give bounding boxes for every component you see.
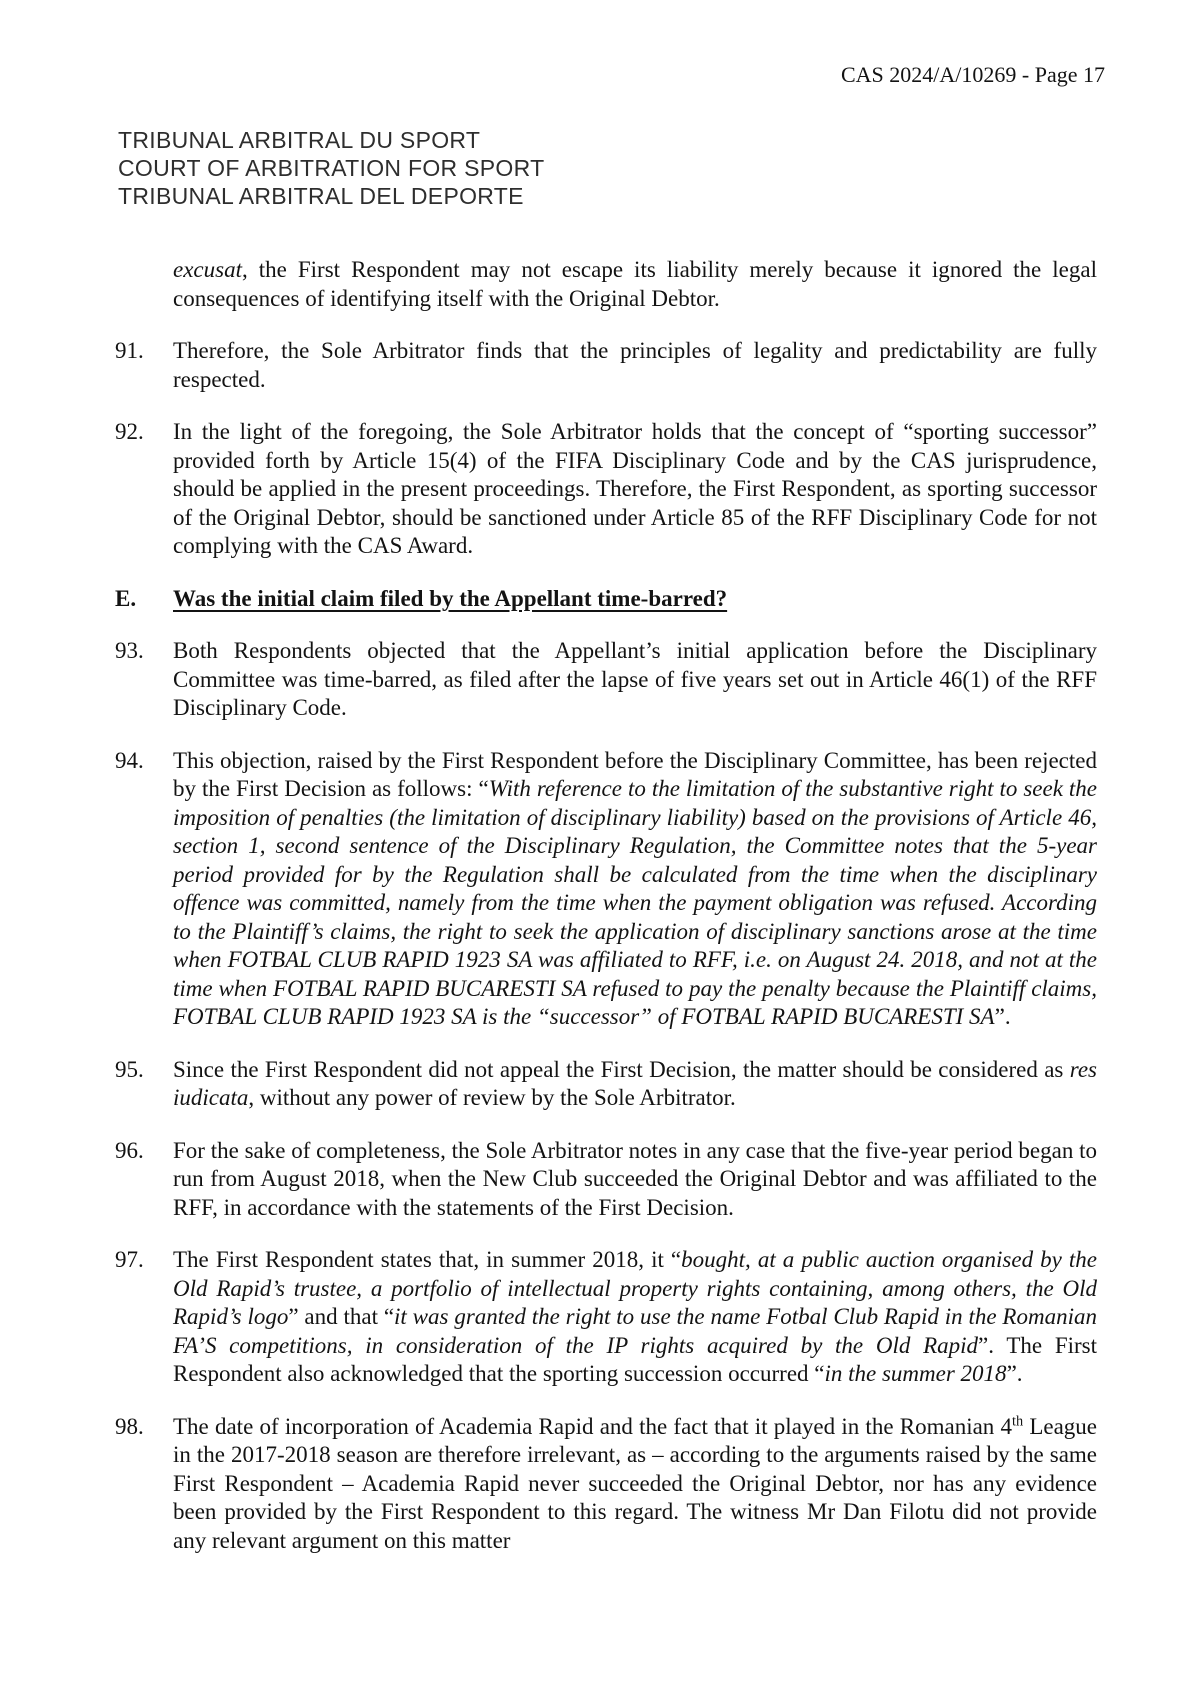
case-reference-header: CAS 2024/A/10269 - Page 17 xyxy=(841,62,1105,87)
paragraph-number: 94. xyxy=(115,747,144,773)
text-run: Was the initial claim filed by the Appellant time-barred? xyxy=(173,585,728,611)
text-run: This objection, raised by the First Respondent before the Disciplinary Committee, has been rejected by the First Decision as follows: “ xyxy=(173,747,1097,801)
paragraph-text xyxy=(173,256,1097,313)
text-run: In the light of the foregoing, the Sole Arbitrator holds that the concept of “sporting successor” provided forth by Article 15(4) of the FIFA Disciplinary Code and by the CAS jurisprudence, should be applied in the present proceedings. Therefore, the First Respondent, as sporting successor of the Original Debtor, should be sanctioned under Article 85 of the RFF Disciplinary Code for not complying with the CAS Award. xyxy=(173,419,1097,558)
text-run: , the First Respondent may not escape its liability merely because it ignored the legal consequences of identifying itself with the Original Debtor. xyxy=(173,257,1097,311)
text-run: For the sake of completeness, the Sole Arbitrator notes in any case that the five-year period began to run from August 2018, when the New Club succeeded the Original Debtor and was affiliated to the RFF, in accordance with the statements of the First Decision. xyxy=(173,1137,1097,1220)
letterhead-line-french: TRIBUNAL ARBITRAL DU SPORT xyxy=(118,127,481,153)
text-run: it was granted the right to use the name Fotbal Club Rapid in the Romanian FA’S competitions, in consideration of the IP rights acquired by the Old Rapid xyxy=(173,1304,1097,1358)
text-run: in the summer 2018 xyxy=(824,1361,1007,1386)
section-title xyxy=(173,585,1097,614)
paragraph-number: 92. xyxy=(115,419,144,444)
paragraph-number: 98. xyxy=(115,1413,144,1439)
paragraph-text xyxy=(173,1137,1097,1223)
paragraph-number: 97. xyxy=(115,1247,144,1272)
paragraph-97 xyxy=(115,1246,1097,1389)
text-run: ”. The First Respondent also acknowledged that the sporting succession occurred “ xyxy=(173,1332,1097,1386)
section-heading-e xyxy=(115,585,1097,614)
paragraph-95 xyxy=(115,1056,1097,1113)
letterhead-line-spanish: TRIBUNAL ARBITRAL DEL DEPORTE xyxy=(118,183,524,209)
document-body xyxy=(115,256,1097,1579)
section-letter: E. xyxy=(115,585,137,611)
paragraph-continuation xyxy=(115,256,1097,313)
paragraph-number: 93. xyxy=(115,638,144,663)
paragraph-text xyxy=(173,418,1097,561)
paragraph-93 xyxy=(115,637,1097,723)
paragraph-text xyxy=(173,637,1097,723)
text-run: , without any power of review by the Sole Arbitrator. xyxy=(248,1085,736,1110)
paragraph-91 xyxy=(115,337,1097,394)
paragraph-number: 96. xyxy=(115,1137,144,1163)
paragraph-96 xyxy=(115,1137,1097,1223)
text-run: The First Respondent states that, in summer 2018, it “ xyxy=(173,1247,682,1272)
paragraph-92 xyxy=(115,418,1097,561)
text-run: Both Respondents objected that the Appellant’s initial application before the Disciplinary Committee was time-barred, as filed after the lapse of five years set out in Article 46(1) of the RFF Disciplinary Code. xyxy=(173,638,1097,720)
text-run: Therefore, the Sole Arbitrator finds that the principles of legality and predictability are fully respected. xyxy=(173,338,1097,392)
text-run: League in the 2017-2018 season are therefore irrelevant, as – according to the arguments raised by the same First Respondent – Academia Rapid never succeeded the Original Debtor, nor has any evidence been provided by the First Respondent to this regard. The witness Mr Dan Filotu did not provide any relevant argument on this matter xyxy=(173,1413,1097,1553)
paragraph-text xyxy=(173,337,1097,394)
paragraph-number xyxy=(115,256,173,313)
paragraph-text xyxy=(173,747,1097,1032)
letterhead-line-english: COURT OF ARBITRATION FOR SPORT xyxy=(118,155,545,181)
text-run: ” and that “ xyxy=(288,1304,395,1329)
text-run: ”. xyxy=(994,1004,1011,1029)
letterhead xyxy=(118,126,544,210)
text-run: bought, at a public auction organised by the Old Rapid’s trustee, a portfolio of intellectual property rights containing, among others, the Old Rapid’s logo xyxy=(173,1247,1097,1329)
paragraph-number: 91. xyxy=(115,338,144,363)
paragraph-text xyxy=(173,1413,1097,1556)
paragraph-text xyxy=(173,1056,1097,1113)
paragraph-text xyxy=(173,1246,1097,1389)
paragraph-98 xyxy=(115,1413,1097,1556)
text-run: With reference to the limitation of the substantive right to seek the imposition of penalties (the limitation of disciplinary liability) based on the provisions of Article 46, section 1, second sentence of the Disciplinary Regulation, the Committee notes that the 5-year period provided for by the Regulation shall be calculated from the time when the disciplinary offence was committed, namely from the time when the payment obligation was refused. According to the Plaintiff’s claims, the right to seek the application of disciplinary sanctions arose at the time when FOTBAL CLUB RAPID 1923 SA was affiliated to RFF, i.e. on August 24. 2018, and not at the time when FOTBAL RAPID BUCARESTI SA refused to pay the penalty because the Plaintiff claims, FOTBAL CLUB RAPID 1923 SA is the “successor” of FOTBAL RAPID BUCARESTI SA xyxy=(173,776,1097,1029)
paragraph-number: 95. xyxy=(115,1056,144,1082)
text-run: excusat xyxy=(173,257,242,282)
text-run: ”. xyxy=(1006,1361,1023,1386)
text-run: Since the First Respondent did not appeal the First Decision, the matter should be considered as xyxy=(173,1056,1070,1082)
text-run: th xyxy=(1012,1412,1024,1429)
text-run: The date of incorporation of Academia Rapid and the fact that it played in the Romanian 4 xyxy=(173,1413,1013,1439)
paragraph-94 xyxy=(115,747,1097,1032)
text-run: res iudicata xyxy=(173,1056,1097,1110)
